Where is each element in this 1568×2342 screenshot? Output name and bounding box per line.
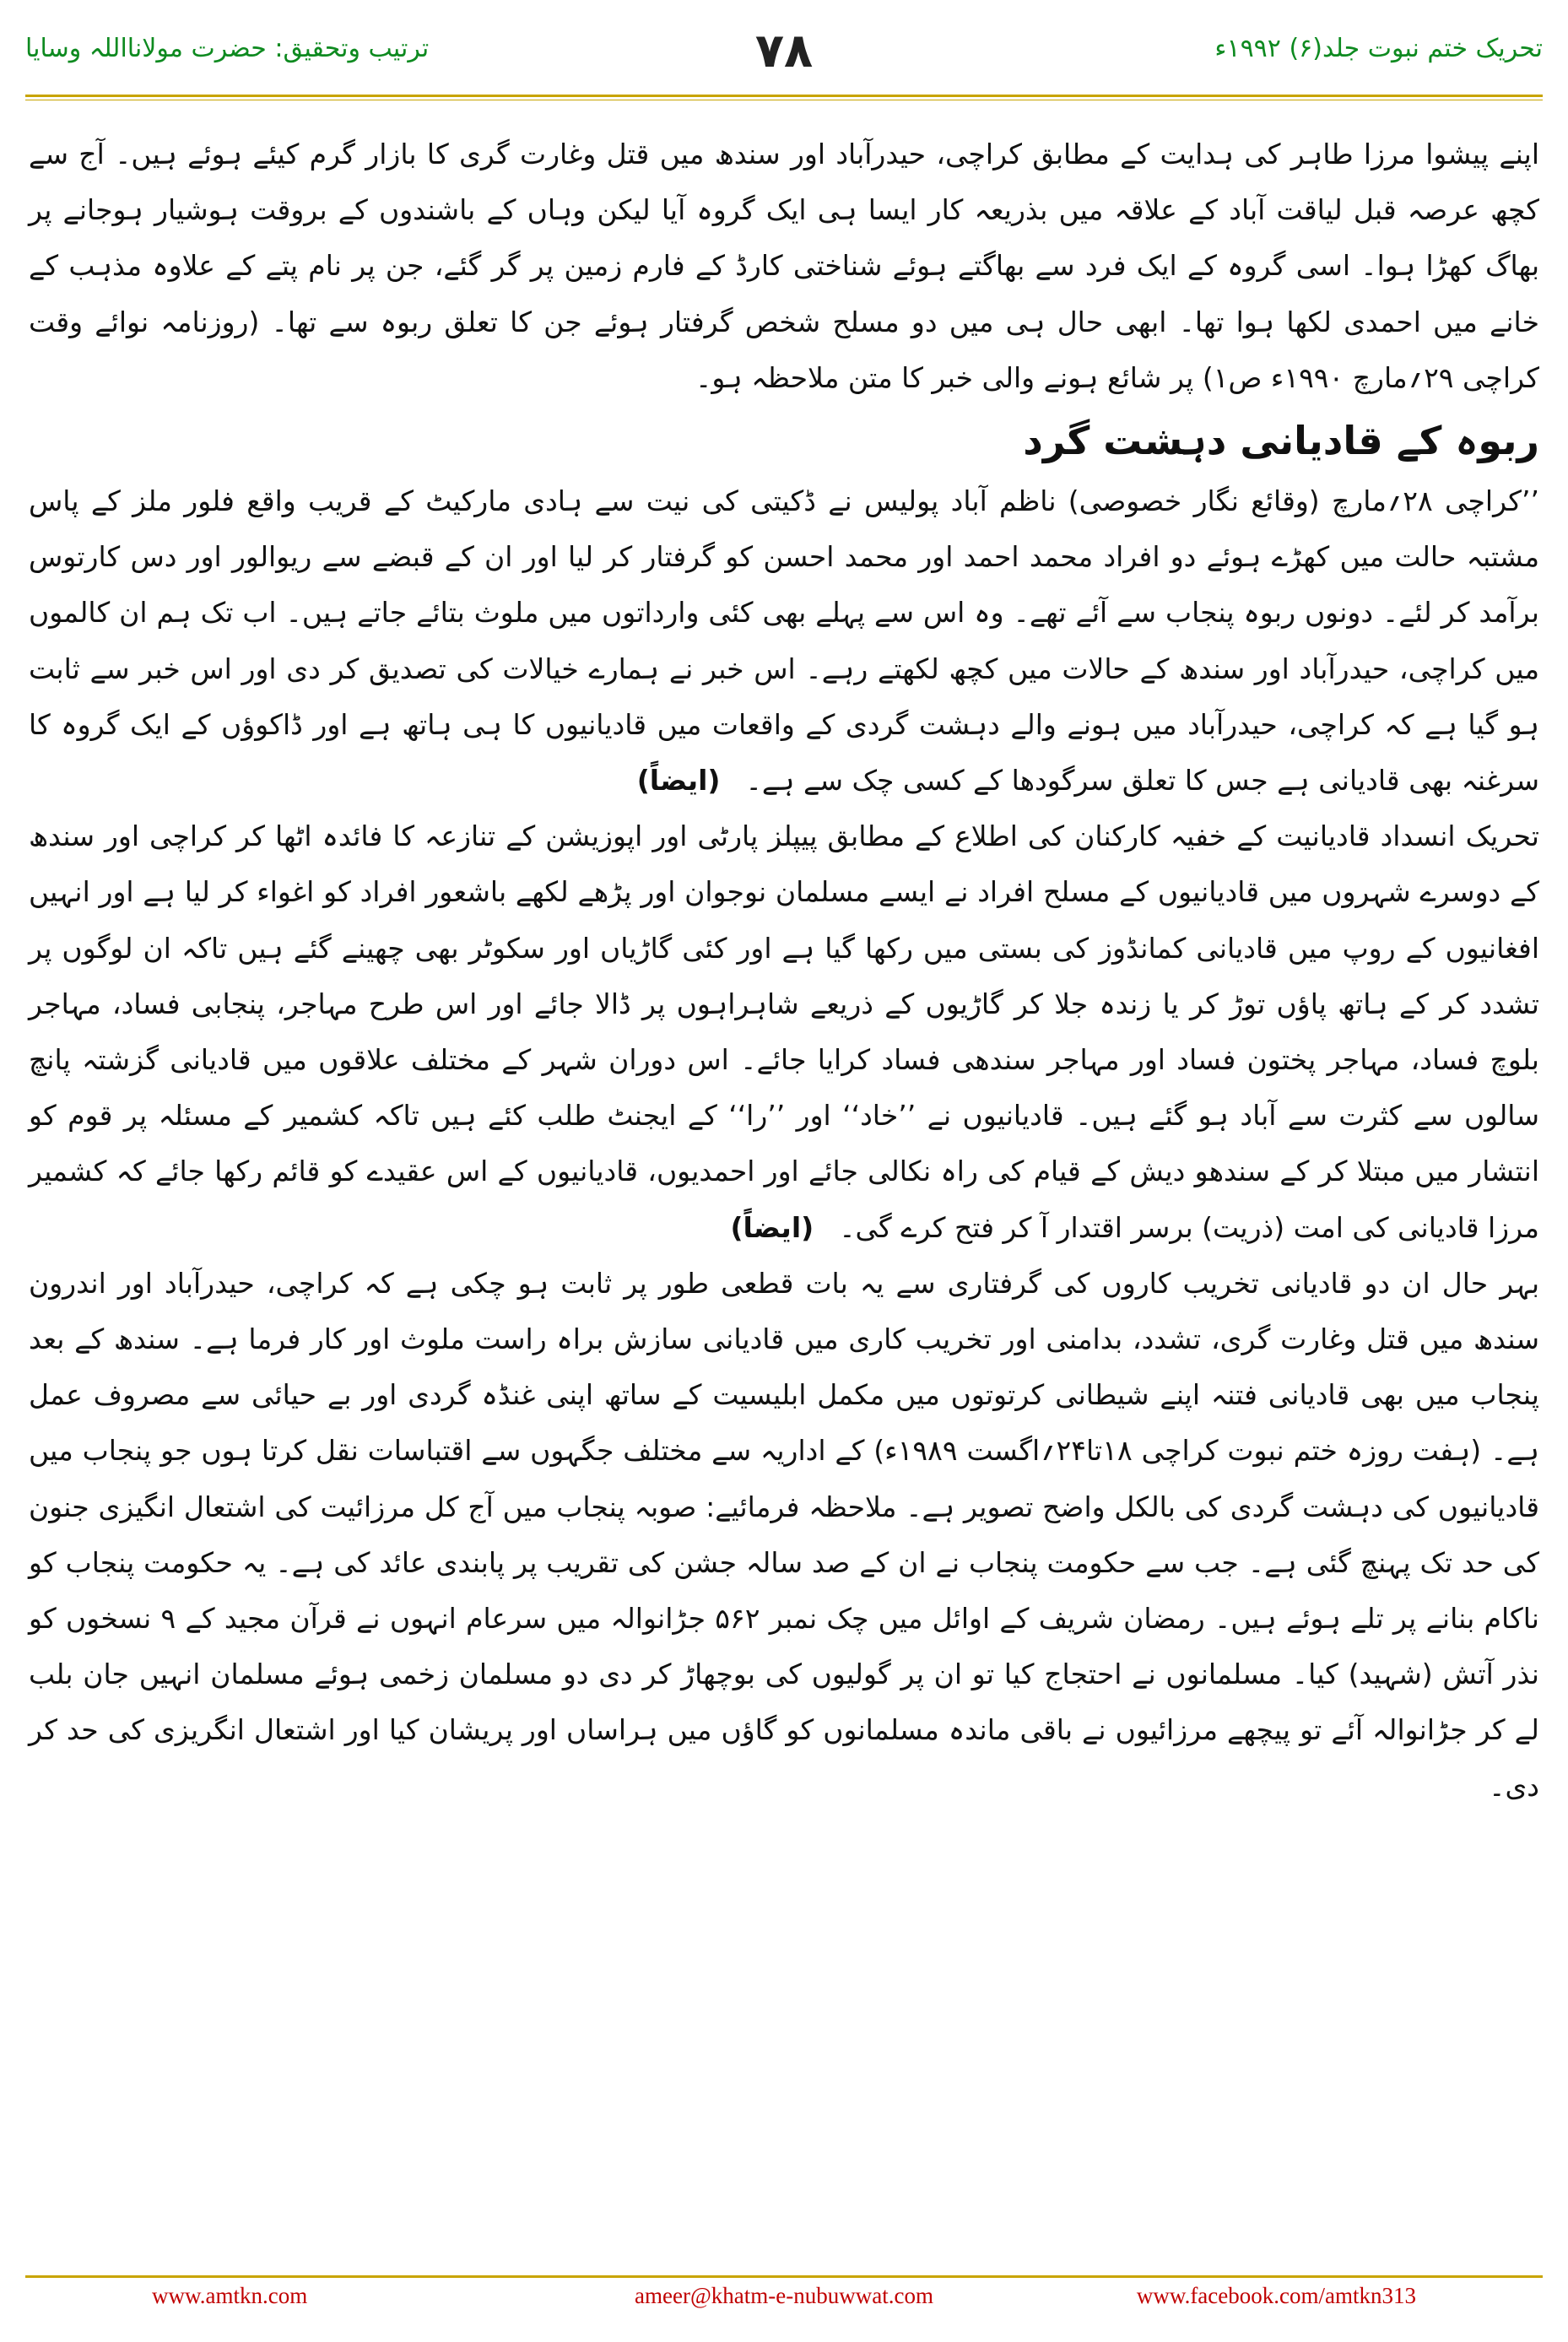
- website-link[interactable]: www.amtkn.com: [152, 2283, 308, 2308]
- email-link[interactable]: ameer@khatm-e-nubuwwat.com: [635, 2283, 933, 2308]
- footer-rule: [25, 2275, 1543, 2278]
- news-quote-reference: (ایضاً): [636, 764, 721, 798]
- compiler-credit: ترتیب وتحقیق: حضرت مولانااللہ وسایا: [25, 34, 430, 63]
- page-number: ۷۸: [754, 24, 814, 78]
- third-paragraph: بہر حال ان دو قادیانی تخریب کاروں کی گرفتاری سے یہ بات قطعی طور پر ثابت ہو چکی ہے کہ کراچی، حیدرآباد اور اندرون سندھ میں قتل وغارت گری، تشدد، بدامنی اور تخریب کاری میں قادیانی سازش براہ راست ملوث اور کار فرما ہے۔ سندھ کے بعد پنجاب میں بھی قادیانی فتنہ اپنے شیطانی کرتوتوں میں مکمل ابلیسیت کے ساتھ اپنی غنڈہ گردی اور بے حیائی سے مصروف عمل ہے۔ (ہفت روزہ ختم نبوت کراچی ۱۸تا۲۴؍اگست ۱۹۸۹ء) کے اداریہ سے مختلف جگہوں سے اقتباسات نقل کرتا ہوں جو پنجاب میں قادیانیوں کی دہشت گردی کی بالکل واضح تصویر ہے۔ ملاحظہ فرمائیے: صوبہ پنجاب میں آج کل مرزائیت کی اشتعال انگیزی جنون کی حد تک پہنچ گئی ہے۔ جب سے حکومت پنجاب نے ان کے صد سالہ جشن کی تقریب پر پابندی عائد کی ہے۔ یہ حکومت پنجاب کو ناکام بنانے پر تلے ہوئے ہیں۔ رمضان شریف کے اوائل میں چک نمبر ۵۶۲ جڑانوالہ میں سرعام انہوں نے قرآن مجید کے ۹ نسخوں کو نذر آتش (شہید) کیا۔ مسلمانوں نے احتجاج کیا تو ان پر گولیوں کی بوچھاڑ کر دی دو مسلمان زخمی ہوئے مسلمان انہیں جان بلب لے کر جڑانوالہ آئے تو پیچھے مرزائیوں نے باقی ماندہ مسلمانوں کو گاؤں میں ہراساں اور پریشان کیا اور اشتعال انگریزی کی حد کر دی۔: [29, 1266, 1539, 1803]
- header-rule: [25, 95, 1543, 97]
- page-body: [29, 127, 1539, 1815]
- page-footer: [25, 2283, 1543, 2317]
- page-header: [25, 24, 1543, 83]
- news-quote-text: ’’کراچی ۲۸؍مارچ (وقائع نگار خصوصی) ناظم آباد پولیس نے ڈکیتی کی نیت سے ہادی مارکیٹ کے قریب واقع فلور ملز کے پاس مشتبہ حالت میں کھڑے ہوئے دو افراد محمد احمد اور محمد احسن کو گرفتار کر لیا اور ان کے قبضے سے ریوالور اور دس کارتوس برآمد کر لئے۔ دونوں ربوہ پنجاب سے آئے تھے۔ وہ اس سے پہلے بھی کئی وارداتوں میں ملوث بتائے جاتے ہیں۔ اب تک ہم ان کالموں میں کراچی، حیدرآباد اور سندھ کے حالات میں کچھ لکھتے رہے۔ اس خبر نے ہمارے خیالات کی تصدیق کر دی اور اس خبر سے ثابت ہو گیا ہے کہ کراچی، حیدرآباد میں ہونے والے دہشت گردی کے واقعات میں قادیانیوں کا ہی ہاتھ ہے اور ڈاکوؤں کے ایک گروہ کا سرغنہ بھی قادیانی ہے جس کا تعلق سرگودھا کے کسی چک سے ہے۔: [29, 484, 1540, 798]
- book-title: تحریک ختم نبوت جلد(۶) ۱۹۹۲ء: [1214, 34, 1543, 63]
- second-paragraph-text: تحریک انسداد قادیانیت کے خفیہ کارکنان کی اطلاع کے مطابق پیپلز پارٹی اور اپوزیشن کے تنازعہ کا فائدہ اٹھا کر کراچی اور سندھ کے دوسرے شہروں میں قادیانیوں کے مسلح افراد نے ایسے مسلمان نوجوان اور پڑھے لکھے باشعور افراد کو اغواء کر لیا ہے اور انہیں افغانیوں کے روپ میں قادیانی کمانڈوز کی بستی میں رکھا گیا ہے اور کئی گاڑیاں اور سکوٹر بھی چھینے گئے ہیں تاکہ ان لوگوں پر تشدد کر کے ہاتھ پاؤں توڑ کر یا زندہ جلا کر گاڑیوں کے ذریعے شاہراہوں پر ڈالا جائے اور اس طرح مہاجر، پنجابی فساد، مہاجر بلوچ فساد، مہاجر پختون فساد اور مہاجر سندھی فساد کرایا جائے۔ اس دوران شہر کے مختلف علاقوں میں قادیانی گزشتہ پانچ سالوں سے کثرت سے آباد ہو گئے ہیں۔ قادیانیوں نے ’’خاد‘‘ اور ’’را‘‘ کے ایجنٹ طلب کئے ہیں تاکہ کشمیر کے مسئلہ پر قوم کو انتشار میں مبتلا کر کے سندھو دیش کے قیام کی راہ نکالی جائے اور احمدیوں، قادیانیوں کے اس عقیدے کو قائم رکھا جائے کہ کشمیر مرزا قادیانی کی امت (ذریت) برسر اقتدار آ کر فتح کرے گی۔: [29, 819, 1539, 1244]
- section-heading: ربوہ کے قادیانی دہشت گرد: [1023, 418, 1539, 464]
- second-paragraph-reference: (ایضاً): [730, 1210, 814, 1244]
- second-paragraph: [29, 809, 1539, 1256]
- intro-paragraph: اپنے پیشوا مرزا طاہر کی ہدایت کے مطابق کراچی، حیدرآباد اور سندھ میں قتل وغارت گری کا بازار گرم کیئے ہوئے ہیں۔ آج سے کچھ عرصہ قبل لیاقت آباد کے علاقہ میں بذریعہ کار ایسا ہی ایک گروہ آیا لیکن وہاں کے باشندوں کے بروقت ہوشیار ہوجانے پر بھاگ کھڑا ہوا۔ اسی گروہ کے ایک فرد سے بھاگتے ہوئے شناختی کارڈ کے فارم زمین پر گر گئے، جن پر نام پتے کے علاوہ مذہب کے خانے میں احمدی لکھا ہوا تھا۔ ابھی حال ہی میں دو مسلح شخص گرفتار ہوئے جن کا تعلق ربوہ سے تھا۔ (روزنامہ نوائے وقت کراچی ۲۹؍مارچ ۱۹۹۰ء ص۱) پر شائع ہونے والی خبر کا متن ملاحظہ ہو۔: [29, 138, 1539, 394]
- facebook-link[interactable]: www.facebook.com/amtkn313: [1136, 2283, 1416, 2308]
- news-quote: [29, 473, 1539, 809]
